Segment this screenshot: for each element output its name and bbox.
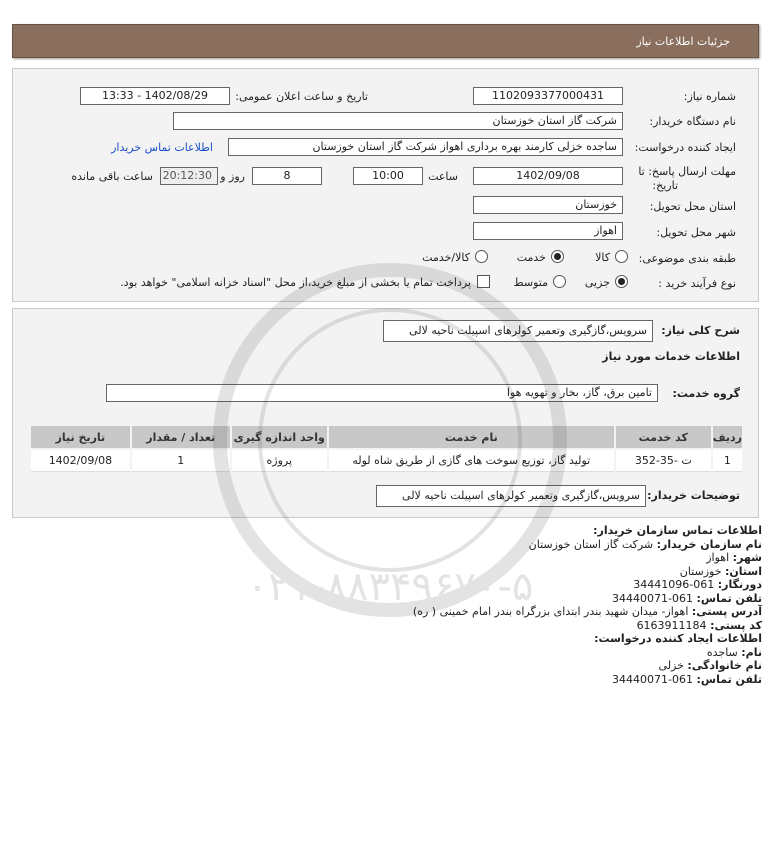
remaining-time-field: 20:12:30 <box>160 167 218 185</box>
category-radio-goods[interactable] <box>615 250 628 263</box>
service-group-field[interactable]: تامین برق، گاز، بخار و تهویه هوا <box>106 384 658 402</box>
col-header-row: ردیف <box>713 426 742 448</box>
summary-label: شرح کلی نیاز: <box>661 324 740 337</box>
col-header-code: کد خدمت <box>616 426 711 448</box>
buyer-notes-field[interactable]: سرویس،گازگیری وتعمیر کولرهای اسپیلت ناحیه لالی <box>376 485 646 507</box>
postal-value: 6163911184 <box>636 618 707 632</box>
need-number-field[interactable]: 1102093377000431 <box>473 87 623 105</box>
cell-service-name: تولید گاز، توزیع سوخت های گازی از طریق شاه لوله <box>329 450 614 472</box>
need-info-panel <box>12 68 759 302</box>
days-field[interactable]: 8 <box>252 167 322 185</box>
need-number-label: شماره نیاز: <box>683 90 736 103</box>
col-header-unit: واحد اندازه گیری <box>232 426 327 448</box>
creator-phone-label: تلفن تماس: <box>696 672 762 686</box>
services-heading: اطلاعات خدمات مورد نیاز <box>602 350 740 363</box>
treasury-payment-checkbox[interactable] <box>477 275 490 288</box>
cell-row-number: 1 <box>713 450 742 472</box>
category-option-goods-service: کالا/خدمت <box>422 251 470 264</box>
category-label: طبقه بندی موضوعی: <box>638 252 736 265</box>
deadline-time-field[interactable]: 10:00 <box>353 167 423 185</box>
process-label: نوع فرآیند خرید : <box>658 277 736 290</box>
treasury-payment-note: پرداخت تمام یا بخشی از مبلغ خرید،از محل "اسناد خزانه اسلامی" خواهد بود. <box>120 276 471 289</box>
org-label: نام سازمان خریدار: <box>656 537 762 551</box>
deadline-date-field[interactable]: 1402/09/08 <box>473 167 623 185</box>
cell-quantity: 1 <box>132 450 230 472</box>
requester-label: ایجاد کننده درخواست: <box>634 141 736 154</box>
creator-name-label: نام: <box>741 645 762 659</box>
buyer-org-field[interactable]: شرکت گاز استان خوزستان <box>173 112 623 130</box>
category-radio-goods-service[interactable] <box>475 250 488 263</box>
services-table-header <box>31 426 742 448</box>
service-group-label: گروه خدمت: <box>672 387 740 400</box>
page-header <box>12 24 759 58</box>
watermark-phone: ۰۲۱-۸۸۳۴۹۶۷۰-۵ <box>246 564 534 610</box>
process-radio-minor[interactable] <box>615 275 628 288</box>
services-table <box>29 424 744 474</box>
province-label: استان محل تحویل: <box>649 200 736 213</box>
cell-need-date: 1402/09/08 <box>31 450 130 472</box>
contact-province-value: خوزستان <box>679 564 722 578</box>
deadline-label: مهلت ارسال پاسخ: تا <box>638 165 736 178</box>
creator-family-value: خزلی <box>658 659 684 672</box>
contact-section <box>202 524 762 686</box>
category-option-goods: کالا <box>595 251 610 264</box>
cell-service-code: ت -35-352 <box>616 450 711 472</box>
address-value: اهواز- میدان شهید بندر ابتدای بزرگراه بندر امام خمینی ( ره) <box>412 605 689 618</box>
contact-heading: اطلاعات تماس سازمان خریدار: <box>593 524 762 537</box>
process-radio-medium[interactable] <box>553 275 566 288</box>
deadline-label-date: تاریخ: <box>652 179 678 192</box>
org-value: شرکت گاز استان خوزستان <box>528 537 654 551</box>
buyer-notes-label: توضیحات خریدار: <box>647 489 740 502</box>
page-title: جزئیات اطلاعات نیاز <box>636 35 730 48</box>
need-details-panel <box>12 308 759 518</box>
cell-unit: پروژه <box>232 450 327 472</box>
fax-label: دورنگار: <box>717 578 762 591</box>
process-option-medium: متوسط <box>513 276 548 289</box>
remaining-label: ساعت باقی مانده <box>71 170 153 183</box>
contact-city-label: شهر: <box>732 551 762 564</box>
contact-province-label: استان: <box>725 564 762 578</box>
contact-city-value: اهواز <box>706 551 730 564</box>
announce-field[interactable]: 1402/08/29 - 13:33 <box>80 87 230 105</box>
creator-phone-value: 061-34440071 <box>612 672 694 686</box>
requester-field[interactable]: ساجده خزلی کارمند بهره برداری اهواز شرکت گاز استان خوزستان <box>228 138 623 156</box>
buyer-org-label: نام دستگاه خریدار: <box>649 115 736 128</box>
city-field[interactable]: اهواز <box>473 222 623 240</box>
creator-family-label: نام خانوادگی: <box>687 659 762 672</box>
col-header-date: تاریخ نیاز <box>31 426 130 448</box>
summary-field[interactable]: سرویس،گازگیری وتعمیر کولرهای اسپیلت ناحیه لالی <box>383 320 653 342</box>
creator-name-value: ساجده <box>706 645 738 659</box>
col-header-name: نام خدمت <box>329 426 614 448</box>
city-label: شهر محل تحویل: <box>656 226 736 239</box>
process-option-minor: جزیی <box>584 276 610 289</box>
days-label: روز و <box>220 170 245 183</box>
phone-label: تلفن تماس: <box>696 591 762 605</box>
col-header-quantity: تعداد / مقدار <box>132 426 230 448</box>
province-field[interactable]: خوزستان <box>473 196 623 214</box>
creator-heading: اطلاعات ایجاد کننده درخواست: <box>594 632 762 645</box>
table-row <box>31 450 742 472</box>
category-option-service: خدمت <box>516 251 546 264</box>
postal-label: کد پستی: <box>710 618 762 632</box>
announce-label: تاریخ و ساعت اعلان عمومی: <box>235 90 368 103</box>
buyer-contact-link[interactable]: اطلاعات تماس خریدار <box>111 141 213 154</box>
phone-value: 061-34440071 <box>612 591 694 605</box>
fax-value: 061-34441096 <box>633 578 715 591</box>
address-label: آدرس پستی: <box>691 605 762 618</box>
deadline-time-label: ساعت <box>428 170 458 183</box>
category-radio-service[interactable] <box>551 250 564 263</box>
